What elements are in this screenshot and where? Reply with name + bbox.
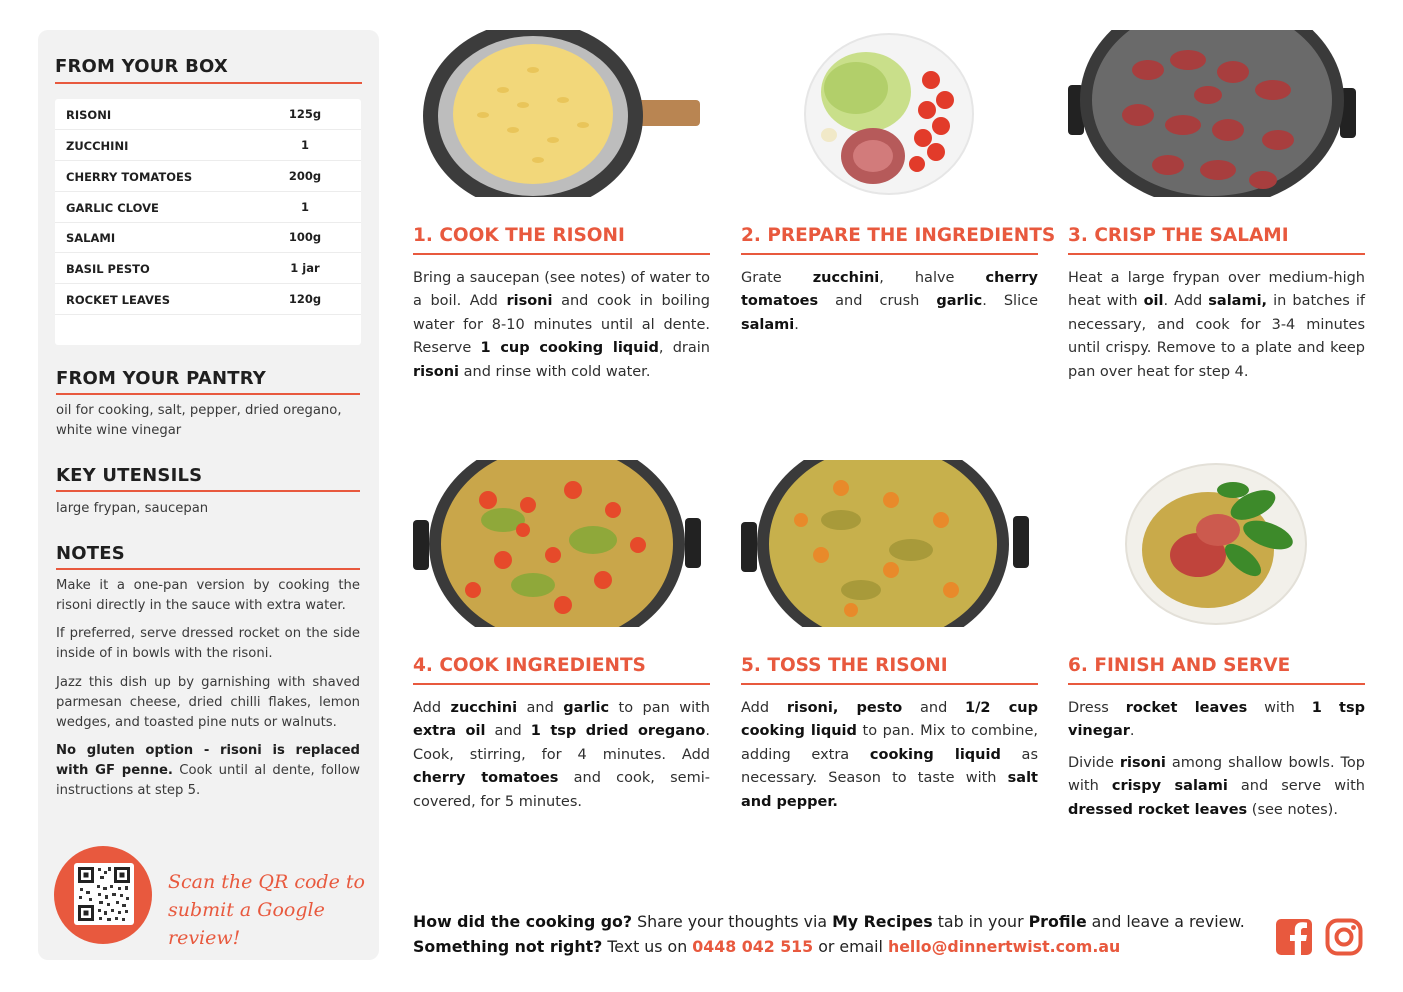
step-6-para-2: [1068, 752, 1365, 822]
text: .: [1129, 723, 1135, 740]
from-your-box-title: FROM YOUR BOX: [55, 56, 228, 77]
text: to pan. Mix to combine, adding extra: [741, 723, 1039, 763]
highlight: 1 tsp dried oregano: [530, 723, 706, 740]
divider: [55, 82, 362, 84]
text: (see notes).: [1247, 801, 1338, 818]
my-recipes-label: My Recipes: [832, 912, 933, 931]
text: and: [485, 723, 531, 740]
divider: [1068, 683, 1365, 685]
step-4-photo: [413, 460, 710, 627]
divider: [413, 683, 710, 685]
highlight: risoni, pesto: [786, 700, 903, 716]
highlight: garlic: [563, 700, 610, 716]
qr-caption: [168, 868, 368, 952]
table-row: [55, 161, 361, 192]
highlight: rocket leaves: [1125, 700, 1248, 716]
text: in batches if necessary, and cook for 3-4 minutes until crispy. Remove to a plate and keep pan over heat for step 4.: [1068, 293, 1366, 380]
qr-code-badge[interactable]: [54, 846, 152, 944]
ingredient-qty: 1: [300, 200, 309, 214]
step-3-text: [1068, 267, 1365, 384]
highlight: cherry tomatoes: [413, 770, 559, 787]
table-row: [55, 192, 361, 223]
footer-line-1: [413, 909, 1273, 934]
step-6-title: 6. FINISH AND SERVE: [1068, 655, 1291, 676]
ingredient-name: ROCKET LEAVES: [66, 293, 171, 307]
step-5-text: [741, 697, 1038, 814]
highlight: 1 cup cooking liquid: [480, 340, 659, 357]
highlight: risoni: [1119, 754, 1166, 771]
ingredients-table: [55, 99, 361, 345]
highlight: oil: [1143, 293, 1164, 310]
note-4: [56, 741, 360, 801]
ingredient-qty: 1 jar: [290, 261, 320, 275]
highlight: zucchini: [450, 700, 518, 716]
note-4-bold: No gluten option - risoni is replaced with GF penne.: [56, 743, 360, 778]
text: with: [1247, 700, 1312, 716]
text: , halve: [879, 270, 986, 286]
highlight: crispy salami: [1111, 778, 1228, 795]
facebook-icon[interactable]: [1275, 918, 1313, 956]
divider: [56, 568, 360, 570]
footer-line-2: [413, 934, 1273, 959]
highlight: cherry tomatoes: [741, 270, 1038, 310]
divider: [1068, 253, 1365, 255]
ingredient-name: GARLIC CLOVE: [66, 201, 159, 215]
step-1-title: 1. COOK THE RISONI: [413, 225, 625, 246]
text: and crush: [818, 293, 937, 310]
text: and leave a review.: [1086, 912, 1245, 931]
step-4-title: 4. COOK INGREDIENTS: [413, 655, 646, 676]
step-1-photo: [413, 30, 710, 197]
text: and serve with: [1227, 778, 1366, 795]
ingredient-name: RISONI: [66, 108, 112, 122]
ingredient-qty: 100g: [288, 230, 322, 244]
text: to pan with: [609, 700, 710, 716]
highlight: extra oil: [413, 723, 486, 740]
highlight: salt and pepper.: [741, 770, 1038, 810]
step-3-title: 3. CRISP THE SALAMI: [1068, 225, 1289, 246]
step-3-photo: [1068, 30, 1365, 197]
qr-code-icon[interactable]: [74, 863, 134, 925]
step-2-photo: [741, 30, 1038, 197]
text: Add: [741, 700, 787, 716]
step-6-photo: [1068, 460, 1365, 627]
notes-title: NOTES: [56, 543, 125, 564]
table-row: [55, 130, 361, 161]
pantry-title: FROM YOUR PANTRY: [56, 368, 266, 389]
note-3: Jazz this dish up by garnishing with shaved parmesan cheese, dried chilli flakes, lemon wedges, and toasted pine nuts or walnuts.: [56, 675, 360, 730]
note-4-rest: Cook until al dente, follow instructions at step 5.: [56, 763, 360, 798]
text: among shallow bowls. Top with: [1068, 754, 1365, 795]
divider: [413, 253, 710, 255]
ingredient-qty: 120g: [288, 292, 322, 306]
ingredient-name: ZUCCHINI: [66, 139, 129, 153]
highlight: salami: [741, 316, 795, 333]
instagram-icon[interactable]: [1325, 918, 1363, 956]
text: or email: [813, 937, 888, 956]
highlight: risoni: [413, 363, 460, 380]
text: . Slice: [982, 293, 1038, 310]
divider: [56, 490, 360, 492]
highlight: dressed rocket leaves: [1068, 801, 1248, 818]
highlight: garlic: [936, 293, 983, 310]
note-2: If preferred, serve dressed rocket on the side inside of in bowls with the risoni.: [56, 626, 360, 661]
highlight: cooking liquid: [869, 746, 1001, 763]
ingredient-name: CHERRY TOMATOES: [66, 170, 193, 184]
text: Divide: [1068, 754, 1120, 771]
text: . Add: [1163, 293, 1209, 310]
footer-help-question: Something not right?: [413, 937, 603, 956]
pantry-text: oil for cooking, salt, pepper, dried oregano, white wine vinegar: [56, 403, 342, 438]
text: and: [902, 700, 966, 716]
text: as necessary. Season to taste with: [741, 746, 1038, 787]
step-2-text: [741, 267, 1038, 337]
divider: [741, 253, 1038, 255]
text: Bring a saucepan (see notes) of water to a boil. Add: [413, 270, 710, 310]
table-row: [55, 99, 361, 130]
ingredient-qty: 125g: [288, 107, 322, 121]
text: .: [794, 316, 799, 333]
ingredient-qty: 200g: [288, 169, 322, 183]
step-4-text: [413, 697, 710, 814]
highlight: 1 tsp vinegar: [1068, 700, 1366, 740]
highlight: 1/2 cup cooking liquid: [741, 700, 1039, 740]
divider: [56, 393, 360, 395]
profile-label: Profile: [1028, 912, 1087, 931]
text: Dress: [1068, 700, 1126, 716]
email-link[interactable]: hello@dinnertwist.com.au: [887, 937, 1121, 956]
ingredient-name: BASIL PESTO: [66, 262, 150, 276]
text: and rinse with cold water.: [459, 363, 651, 380]
step-5-photo: [741, 460, 1038, 627]
text: and cook in boiling water for 8-10 minutes until al dente. Reserve: [413, 293, 710, 357]
ingredient-name: SALAMI: [66, 231, 116, 245]
highlight: risoni: [506, 293, 553, 310]
utensils-title: KEY UTENSILS: [56, 465, 203, 486]
divider: [741, 683, 1038, 685]
text: . Cook, stirring, for 4 minutes. Add: [413, 723, 710, 763]
text: Heat a large frypan over medium-high heat with: [1068, 270, 1365, 310]
note-1: Make it a one-pan version by cooking the risoni directly in the sauce with extra water.: [56, 578, 360, 613]
table-row: [55, 284, 361, 315]
step-2-title: 2. PREPARE THE INGREDIENTS: [741, 225, 1056, 246]
step-1-text: [413, 267, 710, 384]
text: Text us on: [602, 937, 693, 956]
qr-caption-line-1: Scan the QR code to: [168, 871, 365, 893]
table-row: [55, 222, 361, 253]
text: Add: [413, 700, 451, 716]
highlight: salami,: [1208, 293, 1268, 310]
text: , drain: [658, 340, 710, 357]
step-6-text: [1068, 697, 1365, 822]
footer-question: How did the cooking go?: [413, 912, 633, 931]
footer: [413, 909, 1273, 959]
utensils-text: large frypan, saucepan: [56, 501, 209, 516]
text: and cook, semi-covered, for 5 minutes.: [413, 770, 710, 810]
text: Grate: [741, 270, 813, 286]
text: Share your thoughts via: [632, 912, 833, 931]
ingredient-qty: 1: [300, 138, 309, 152]
text: and: [517, 700, 564, 716]
step-5-title: 5. TOSS THE RISONI: [741, 655, 948, 676]
table-row: [55, 253, 361, 284]
step-6-para-1: [1068, 697, 1365, 744]
qr-caption-line-2: submit a Google review!: [168, 899, 325, 949]
text: tab in your: [932, 912, 1029, 931]
highlight: zucchini: [812, 270, 880, 286]
phone-link[interactable]: 0448 042 515: [692, 937, 814, 956]
